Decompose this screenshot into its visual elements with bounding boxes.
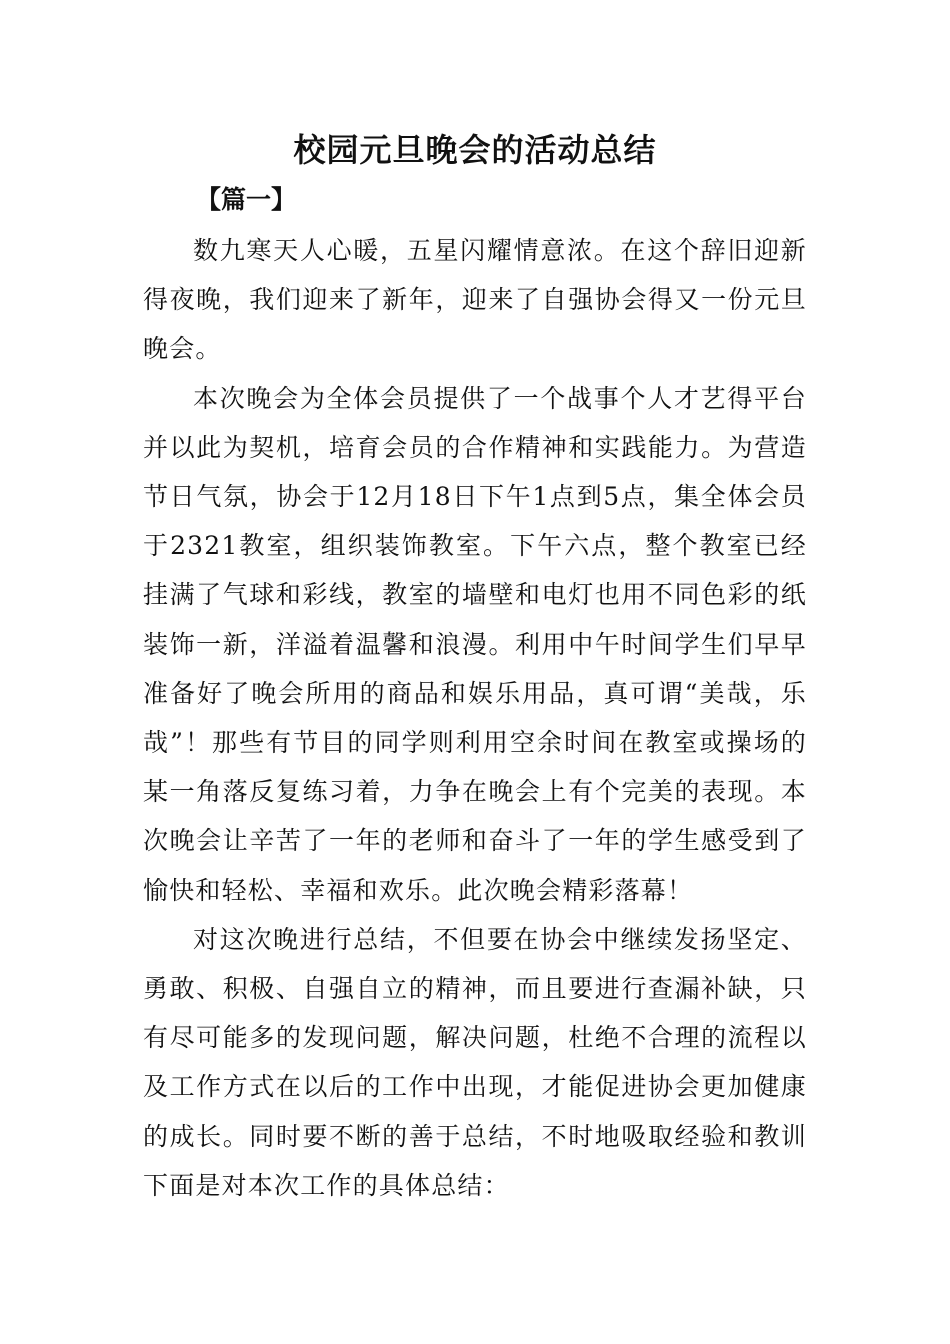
paragraph-2: 本次晚会为全体会员提供了一个战事个人才艺得平台并以此为契机，培育会员的合作精神和实践能力。为营造节日气氛，协会于12月18日下午1点到5点，集全体会员于2321教室，组织装饰教室。下午六点，整个教室已经挂满了气球和彩线，教室的墙壁和电灯也用不同色彩的纸装饰一新，洋溢着温馨和浪漫。利用中午时间学生们早早准备好了晚会所用的商品和娱乐用品，真可谓“美哉，乐哉”！那些有节目的同学则利用空余时间在教室或操场的某一角落反复练习着，力争在晚会上有个完美的表现。本次晚会让辛苦了一年的老师和奋斗了一年的学生感受到了愉快和轻松、幸福和欢乐。此次晚会精彩落幕！ [143,383,807,905]
document-body [143,226,807,1210]
paragraph-1: 数九寒天人心暖，五星闪耀情意浓。在这个辞旧迎新得夜晚，我们迎来了新年，迎来了自强协会得又一份元旦晚会。 [143,236,807,364]
section-label: 【篇一】 [196,185,297,214]
document-title: 校园元旦晚会的活动总结 [293,131,657,169]
paragraph-3: 对这次晚进行总结，不但要在协会中继续发扬坚定、勇敢、积极、自强自立的精神，而且要进行查漏补缺，只有尽可能多的发现问题，解决问题，杜绝不合理的流程以及工作方式在以后的工作中出现，才能促进协会更加健康的成长。同时要不断的善于总结，不时地吸取经验和教训下面是对本次工作的具体总结： [143,924,807,1200]
